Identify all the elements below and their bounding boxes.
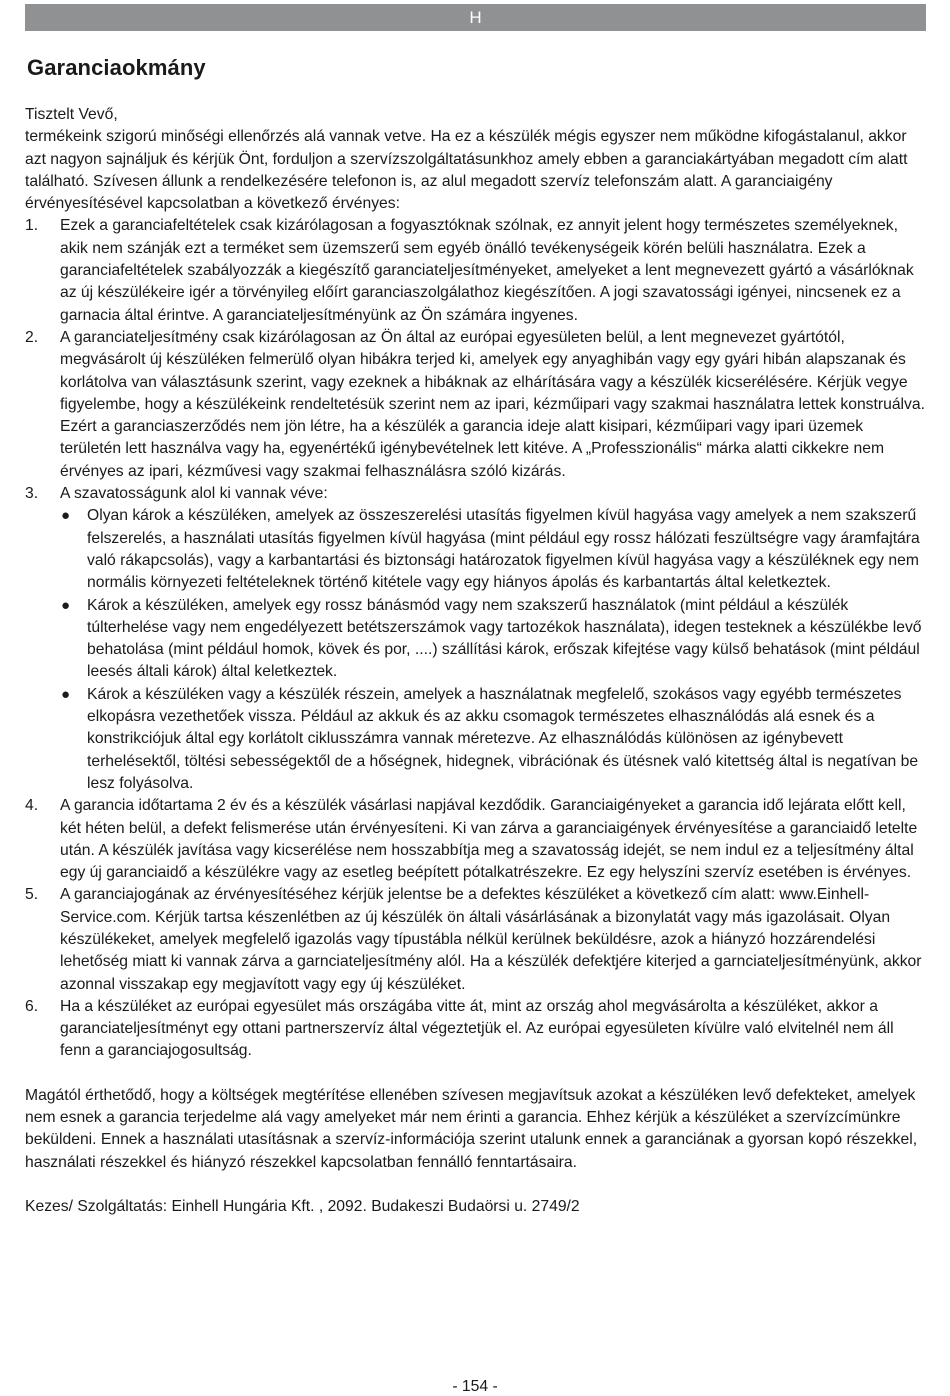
page-number: - 154 - <box>452 1378 498 1395</box>
list-item-number: 3. <box>25 485 39 503</box>
list-item <box>25 215 925 326</box>
closing-paragraph: Magától érthetődő, hogy a költségek megtérítése ellenében szívesen megjavítsuk azokat a készüléken levő defekteket, amelyek nem esnek a garancia terjedelme alá vagy amelyeket már nem érinti a garancia. Ehhez kérjük a készüléket a szervízcímünkre beküldeni. Ennek a használati utasításnak a szervíz-információja szerint utalunk ennek a garanciának a gyorsan kopó részekkel, használati részekkel és hiányzó részekkel kapcsolatban fennálló fenntartásaira. <box>25 1086 918 1171</box>
document-body <box>25 104 925 1218</box>
list-item-text: Ha a készüléket az európai egyesület más országába vitte át, mint az ország ahol megvásárolta a készüléket, akkor a garanciateljesítményt egy ottani partnerszervíz által végeztetjük el. Az európai egyesületen kívülre való elvitelnél nem áll fenn a garanciajogosultság. <box>60 997 894 1060</box>
language-code: H <box>469 8 482 27</box>
intro-paragraph: termékeink szigorú minőségi ellenőrzés alá vannak vetve. Ha ez a készülék mégis egyszer nem működne kifogástalanul, akkor azt nagyon sajnáljuk és kérjük Önt, forduljon a szervízszolgáltatásunkhoz amely ebben a garanciakártyában megadott cím alatt található. Szívesen állunk a rendelkezésére telefonon is, az alul megadott szervíz telefonszám alatt. A garanciaigény érvényesítésével kapcsolatban a következő érvényes: <box>25 128 908 213</box>
list-item <box>25 884 925 995</box>
list-item <box>25 795 925 884</box>
list-item <box>25 996 925 1063</box>
list-item-text: Ezek a garanciafeltételek csak kizárólagosan a fogyasztóknak szólnak, ez annyit jelent hogy természetes személyeknek, akik nem szánják ezt a terméket sem üzemszerű sem egyéb önálló tevékenységeik körén belüli használatra. Ezek a garanciafeltételek szabályozzák a kiegészítő garanciateljesítményeket, amelyeket a lent megnevezett gyártó a vásárlóknak az új készülékeire igér a törvényileg előírt garanciaszolgálathoz kiegészítően. A jogi szavatossági igényei, nincsenek ez a garnacia által érintve. A garanciateljesítményünk az Ön számára ingyenes. <box>60 217 914 324</box>
list-item-text: A garanciateljesítmény csak kizárólagosan az Ön által az európai egyesületen belül, a lent megnevezet gyártótól, megvásárolt új készüléken felmerülő olyan hibákra terjed ki, amelyek egy anyaghibán vagy egy gyári hibán alapszanak és korlátolva van választásunk szerint, vagy ezeknek a hibáknak az elhárítására vagy a készülék kicserélésére. Kérjük vegye figyelembe, hogy a készülékeink rendeltetésük szerint nem az ipari, kézműipari vagy szakmai használatra lettek konstruálva. Ezért a garanciaszerződés nem jön létre, ha a készülék a garancia ideje alatt kisipari, kézműipari vagy ipari üzemek területén lett használva vagy ha, egyenértékű igénybevételnek lett kitéve. A „Professzionális“ márka alatti cikkekre nem érvényes az ipari, kézművesi vagy szakmai felhasználásra szóló kizárás. <box>60 328 925 480</box>
list-item <box>25 327 925 483</box>
bullet-item <box>60 505 925 594</box>
bullet-text: Károk a készüléken vagy a készülék részein, amelyek a használatnak megfelelő, szokásos vagy egyébb természetes elkopásra vezethetőek vissza. Például az akkuk és az akku csomagok természetes elhasználódás alá esnek és a konstrikciójuk által egy korlátolt ciklusszámra vannak méretezve. Az elhasználódás különösen az igénybevett terhelésektől, töltési sebességektől de a hőségnek, hidegnek, vibrációnak és ütésnek való kitettség által is negatívan be lesz folyásolva. <box>87 685 919 792</box>
list-item <box>25 483 925 795</box>
bullet-icon: ● <box>61 685 71 703</box>
bullet-icon: ● <box>61 596 71 614</box>
exclusions-list <box>60 505 925 795</box>
list-item-text: A szavatosságunk alol ki vannak véve: <box>60 485 328 503</box>
list-item-number: 6. <box>25 997 39 1015</box>
warranty-terms-list <box>25 215 925 1062</box>
bullet-item <box>60 595 925 684</box>
bullet-text: Károk a készüléken, amelyek egy rossz bánásmód vagy nem szakszerű használatok (mint például a készülék túlterhelése vagy nem engedélyezett betétszerszámok vagy tartozékok használata), idegen testeknek a készülékbe levő behatolása (mint például homok, kövek és por, ....) szállítási károk, erőszak kifejtése vagy külső behatások (mint például leesés általi károk) által keletkeztek. <box>87 596 922 681</box>
bullet-icon: ● <box>61 507 71 525</box>
list-item-text: A garanciajogának az érvényesítéséhez kérjük jelentse be a defektes készüléket a következő cím alatt: www.Einhell-Service.com. Kérjük tartsa készenlétben az új készülék ön általi vásárlásának a bizonylatát vagy más igazolásait. Olyan készülékeket, amelyek megfelelő igazolás vagy típustábla nélkül kerülnek beküldésre, azok a hiányzó hozzárendelési lehetőség miatt ki vannak zárva a garnciateljesítmény alól. Ha a készülék defektjére kiterjed a garnciateljesítményünk, akkor azonnal visszakap egy megjavított vagy egy új készüléket. <box>60 886 922 993</box>
language-header-bar <box>25 4 926 31</box>
list-item-number: 2. <box>25 328 39 346</box>
bullet-item <box>60 684 925 795</box>
list-item-number: 4. <box>25 797 39 815</box>
list-item-number: 5. <box>25 886 39 904</box>
page-title: Garanciaokmány <box>27 55 206 80</box>
salutation: Tisztelt Vevő, <box>25 106 118 123</box>
list-item-number: 1. <box>25 217 39 235</box>
list-item-text: A garancia időtartama 2 év és a készülék vásárlasi napjával kezdődik. Garanciaigényeket a garancia idő lejárata előtt kell, két héten belül, a defekt felismerése után érvényesíteni. Ki van zárva a garanciaigények érvényesítése a garanciaidő letelte után. A készülék javítása vagy kicserélése nem hosszabbítja meg a szavatosság idejét, se nem indul ez a teljesítmény által egy új garanciaidő a készülékre vagy az esetleg beépített pótalkatrészekre. Ez egy helyszíni szervíz esetében is érvényes. <box>60 797 918 882</box>
service-address: Kezes/ Szolgáltatás: Einhell Hungária Kft. , 2092. Budakeszi Budaörsi u. 2749/2 <box>25 1197 580 1215</box>
bullet-text: Olyan károk a készüléken, amelyek az összeszerelési utasítás figyelmen kívül hagyása vagy amelyek a nem szakszerű felszerelés, a használati utasítás figyelmen kívül hagyása (mint például egy rossz hálózati feszültségre vagy áramfajtára való rákapcsolás), vagy a karbantartási és biztonsági határozatok figyelmen kívül hagyása vagy a készüléknek egy nem normális környezeti feltételeknek történő kitétele vagy egy hiányos ápolás és karbantartás által keletkeztek. <box>87 507 920 592</box>
